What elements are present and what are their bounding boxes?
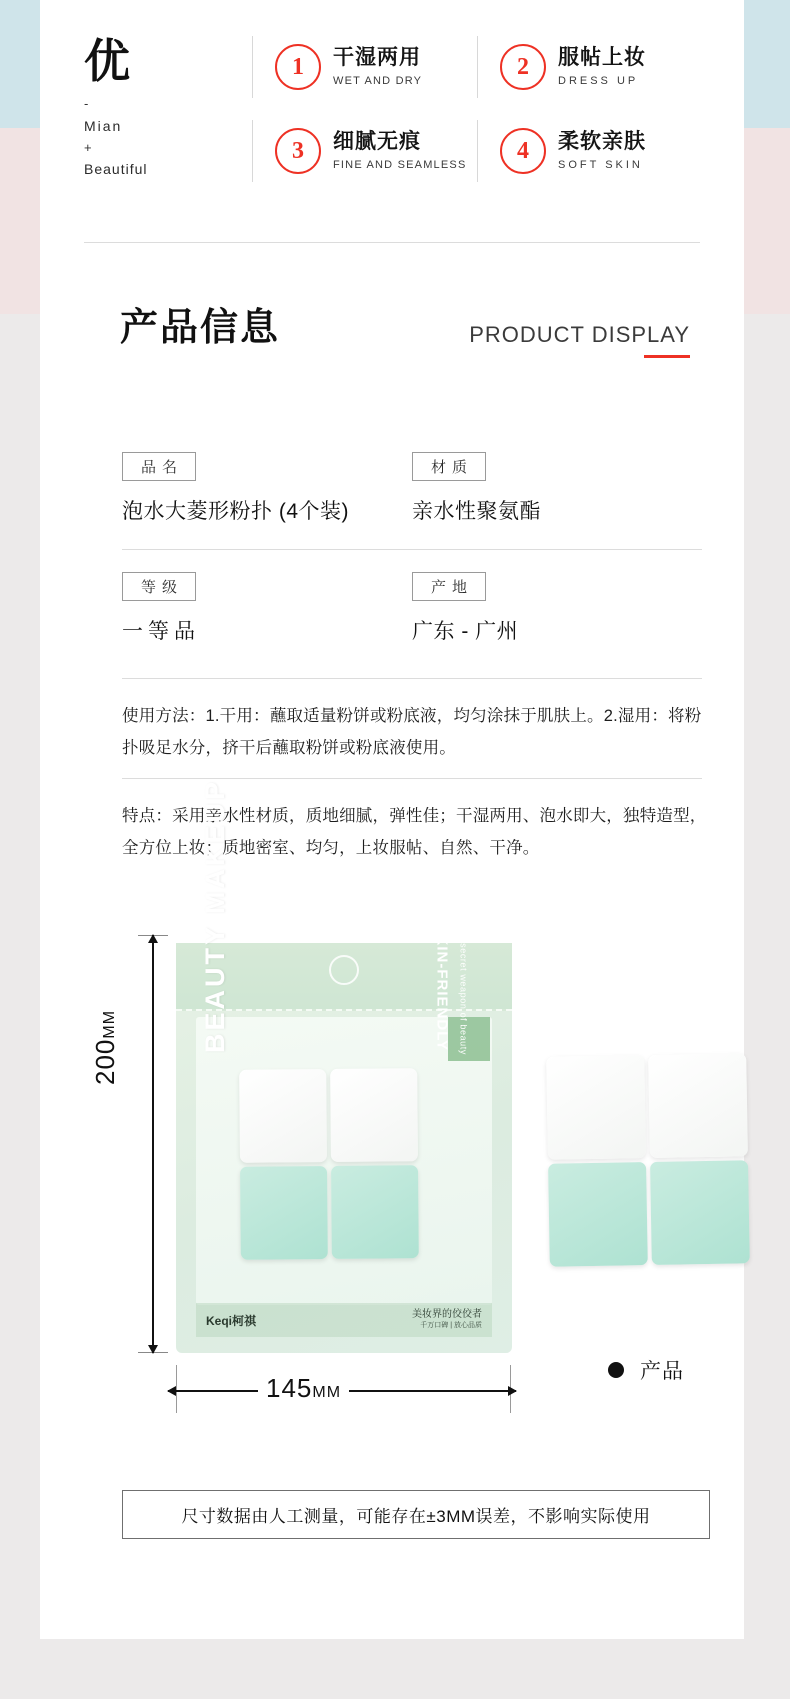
product-features-text: 特点：采用亲水性材质，质地细腻，弹性佳；干湿两用、泡水即大，独特造型，全方位上妆；质地密室、均匀，上妆服帖、自然、干净。	[122, 807, 707, 857]
decorative-band-top-right	[744, 0, 790, 128]
spec-label-name: 品名	[122, 452, 196, 481]
feature-title-4: 柔软亲肤	[558, 130, 646, 153]
spec-label-material: 材质	[412, 452, 486, 481]
spec-table	[122, 452, 702, 645]
feature-number-2: 2	[500, 44, 546, 90]
section-title-underline	[644, 355, 690, 358]
feature-title-3: 细腻无痕	[333, 130, 421, 153]
puff-loose-2	[648, 1053, 748, 1158]
package-brand-mark: Keqi柯祺	[206, 1313, 257, 1328]
section-title-cn: 产品信息	[120, 307, 281, 349]
header-divider	[84, 242, 700, 243]
feature-number-3: 3	[275, 128, 321, 174]
decorative-band-bottom	[0, 1639, 790, 1699]
package-slogan	[412, 1309, 482, 1331]
package-footer-bar	[196, 1303, 492, 1337]
loose-puff-group	[546, 1053, 750, 1266]
spec-cell-material	[412, 452, 702, 525]
brand-name-en-top: Mian	[84, 118, 123, 134]
spec-cell-name	[122, 452, 412, 525]
puff-bag-4	[331, 1165, 419, 1259]
feature-subtitle-3: FINE AND SEAMLESS	[333, 159, 467, 171]
puff-bag-1	[239, 1069, 327, 1163]
spec-divider	[122, 549, 702, 550]
measurement-note: 尺寸数据由人工测量，可能存在±3MM误差，不影响实际使用	[122, 1490, 710, 1539]
package-slogan-line1: 美妆界的佼佼者	[412, 1309, 482, 1320]
section-title-en-wrap	[469, 322, 690, 358]
package-hang-hole	[329, 955, 359, 985]
dimension-label-height	[90, 1010, 121, 1085]
spec-cell-origin	[412, 572, 702, 645]
feature-title-1: 干湿两用	[333, 46, 421, 69]
dimension-label-width	[258, 1373, 349, 1404]
legend-product	[608, 1355, 684, 1385]
spec-cell-grade	[122, 572, 412, 645]
decorative-band-left-grey	[0, 314, 40, 1699]
puff-loose-3	[548, 1162, 648, 1267]
usage-top-divider	[122, 678, 702, 679]
feature-number-1: 1	[275, 44, 321, 90]
package-vertical-title: BEAUTY MAKEUP	[200, 778, 230, 1053]
decorative-band-top-left-2	[0, 128, 40, 314]
spec-value-material: 亲水性聚氨酯	[412, 500, 541, 523]
dimension-width-unit: MM	[312, 1384, 342, 1401]
package-side-title: SKIN-FRIENDLY	[433, 923, 450, 1051]
package-green-tab	[448, 1017, 490, 1061]
spec-row-1	[122, 452, 702, 525]
usage-instructions: 使用方法：1.干用：蘸取适量粉饼或粉底液，均匀涂抹于肌肤上。2.湿用：将粉扑吸足水分，挤干后蘸取粉饼或粉底液使用。	[122, 707, 702, 757]
spec-row-2	[122, 572, 702, 645]
puff-loose-4	[650, 1160, 750, 1265]
feature-header	[40, 0, 744, 206]
feature-title-2: 服帖上妆	[558, 46, 646, 69]
dimension-width-value: 145	[266, 1373, 313, 1403]
brand-plus-sign: +	[84, 140, 92, 155]
feature-item-3	[252, 120, 477, 182]
spec-value-origin: 广东 - 广州	[412, 620, 519, 643]
spec-value-grade: 一等品	[122, 620, 200, 643]
content-card	[40, 0, 744, 1639]
dimension-height-unit: MM	[101, 1009, 118, 1039]
feature-subtitle-1: WET AND DRY	[333, 75, 423, 87]
section-title	[84, 296, 700, 366]
brand-name-cn: 优	[84, 36, 131, 87]
decorative-band-top-left	[0, 0, 40, 128]
spec-value-name: 泡水大菱形粉扑 (4个装)	[122, 500, 349, 523]
feature-item-4	[477, 120, 702, 182]
decorative-band-top-right-2	[744, 128, 790, 314]
puff-loose-1	[546, 1055, 646, 1160]
puff-bag-2	[330, 1068, 418, 1162]
dimension-height-value: 200	[90, 1038, 120, 1085]
brand-block	[84, 36, 214, 180]
feature-item-2	[477, 36, 702, 98]
brand-divider-dash: -	[84, 96, 89, 111]
feature-item-1	[252, 36, 477, 98]
section-title-en: PRODUCT DISPLAY	[469, 322, 690, 347]
feature-number-4: 4	[500, 128, 546, 174]
feature-subtitle-2: DRESS UP	[558, 75, 639, 87]
dimension-cap-left	[176, 1365, 177, 1413]
spec-label-grade: 等级	[122, 572, 196, 601]
spec-label-origin: 产地	[412, 572, 486, 601]
dimension-arrow-vertical	[152, 935, 154, 1353]
puff-bag-3	[240, 1166, 328, 1260]
package-slogan-line2: 千万口碑 | 放心品质	[420, 1322, 482, 1329]
package-puff-grid	[239, 1068, 419, 1260]
bullet-dot-icon	[608, 1362, 624, 1378]
legend-product-label: 产品	[640, 1360, 684, 1383]
feature-subtitle-4: SOFT SKIN	[558, 159, 643, 171]
brand-name-en-bottom: Beautiful	[84, 161, 148, 177]
feature-grid	[252, 36, 702, 182]
package-side-subtitle: The secret weapon of beauty	[458, 922, 468, 1055]
